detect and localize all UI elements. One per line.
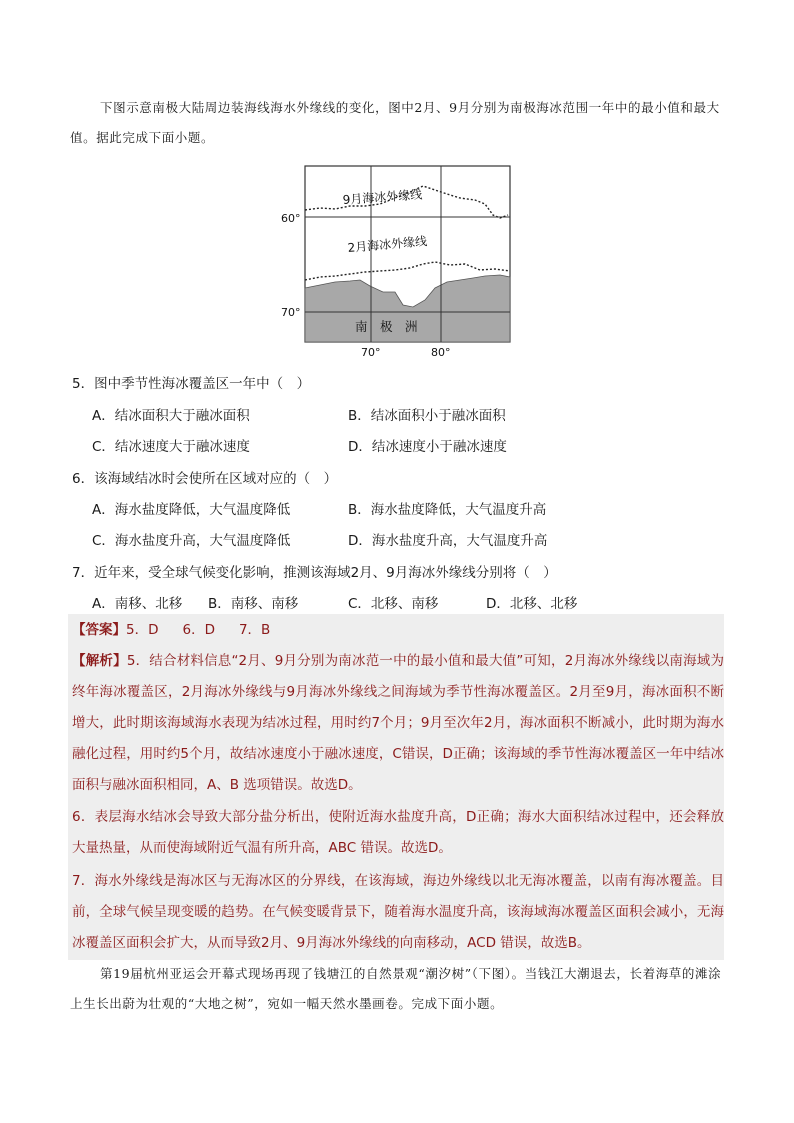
q5-option-d: D．结冰速度小于融冰速度	[348, 439, 507, 455]
september-edge-label: 9月海冰外缘线	[342, 187, 423, 207]
q5-stem: 5．图中季节性海冰覆盖区一年中（ ）	[72, 376, 311, 392]
analysis-tag: 【解析】	[72, 653, 127, 669]
answer-line	[72, 615, 724, 646]
answer-6: 6．D	[182, 622, 215, 638]
q6-option-c: C．海水盐度升高，大气温度降低	[92, 533, 291, 549]
q7-option-c: C．北移、南移	[348, 596, 439, 612]
february-edge-label: 2月海冰外缘线	[347, 234, 428, 255]
intro-paragraph-1: 下图示意南极大陆周边装海线海水外缘线的变化，图中2月、9月分别为南极海冰范围一年中的最小值和最大值。据此完成下面小题。	[70, 100, 720, 145]
q6-stem: 6．该海域结冰时会使所在区域对应的（ ）	[72, 471, 338, 487]
antarctica-label: 南 极 洲	[355, 319, 418, 334]
answer-7: 7．B	[238, 622, 271, 638]
lat-70-label: 70°	[281, 306, 301, 319]
q7-option-b: B．南移、南移	[208, 596, 299, 612]
sea-ice-map-figure	[275, 160, 520, 360]
analysis-5	[72, 646, 724, 801]
answer-tag: 【答案】	[72, 622, 126, 638]
intro-paragraph-2: 第19届杭州亚运会开幕式现场再现了钱塘江的自然景观“潮汐树”（下图）。当钱江大潮退去，长着海草的滩涂上生长出蔚为壮观的“大地之树”，宛如一幅天然水墨画卷。完成下面小题。	[70, 966, 722, 1011]
q6-option-b: B．海水盐度降低，大气温度升高	[348, 502, 547, 518]
lon-70-label: 70°	[361, 346, 381, 359]
analysis-6-text: 6．表层海水结冰会导致大部分盐分析出，使附近海水盐度升高，D正确；海水大面积结冰过程中，还会释放大量热量，从而使海域附近气温有所升高，ABC 错误。故选D。	[72, 809, 724, 856]
q7-option-d: D．北移、北移	[486, 596, 578, 612]
analysis-5-text: 5．结合材料信息“2月、9月分别为南冰范一中的最小值和最大值”可知，2月海冰外缘线以南海域为终年海冰覆盖区，2月海冰外缘线与9月海冰外缘线之间海域为季节性海冰覆盖区。2月至9月，海冰面积不断增大，此时期该海域海水表现为结冰过程，用时约7个月；9月至次年2月，海冰面积不断减小，此时期为海水融化过程，用时约5个月，故结冰速度小于融冰速度，C错误，D正确；该海域的季节性海冰覆盖区一年中结冰面积与融冰面积相同，A、B 选项错误。故选D。	[72, 653, 725, 793]
q6-option-a: A．海水盐度降低，大气温度降低	[92, 502, 291, 518]
lat-60-label: 60°	[281, 212, 301, 225]
q7-stem: 7．近年来，受全球气候变化影响，推测该海域2月、9月海冰外缘线分别将（ ）	[72, 565, 557, 581]
q5-option-a: A．结冰面积大于融冰面积	[92, 408, 250, 424]
q7-option-a: A．南移、北移	[92, 596, 183, 612]
q5-option-c: C．结冰速度大于融冰速度	[92, 439, 250, 455]
answer-5: 5．D	[126, 622, 159, 638]
lon-80-label: 80°	[431, 346, 451, 359]
q5-option-b: B．结冰面积小于融冰面积	[348, 408, 506, 424]
q6-option-d: D．海水盐度升高，大气温度升高	[348, 533, 548, 549]
analysis-7-text: 7．海水外缘线是海冰区与无海冰区的分界线，在该海域，海边外缘线以北无海冰覆盖，以南有海冰覆盖。目前，全球气候呈现变暖的趋势。在气候变暖背景下，随着海水温度升高，该海域海冰覆盖区面积会减小，无海冰覆盖区面积会扩大，从而导致2月、9月海冰外缘线的向南移动，ACD 错误，故选B。	[72, 873, 724, 951]
